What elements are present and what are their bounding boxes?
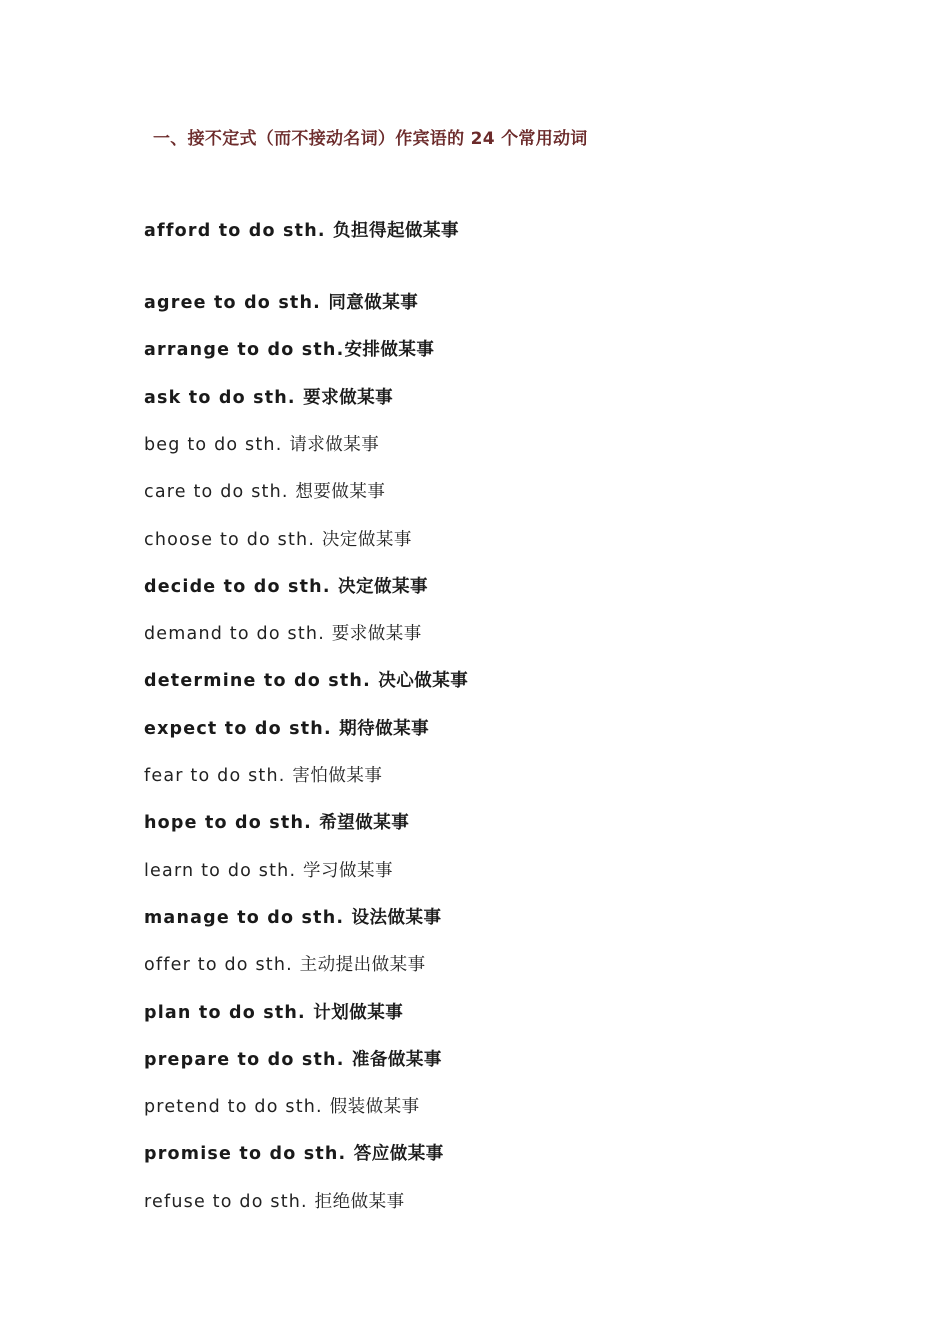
verb-entry	[144, 292, 418, 314]
verb-phrase: promise to do sth.	[144, 1144, 347, 1164]
verb-phrase: afford to do sth.	[144, 221, 326, 241]
verb-phrase: beg to do sth.	[144, 435, 283, 455]
verb-translation: 同意做某事	[328, 293, 419, 313]
verb-translation: 负担得起做某事	[333, 221, 460, 241]
verb-phrase: hope to do sth.	[144, 813, 312, 833]
verb-phrase: manage to do sth.	[144, 908, 345, 928]
verb-entry	[144, 387, 393, 409]
verb-translation: 准备做某事	[351, 1050, 442, 1070]
verb-phrase: ask to do sth.	[144, 388, 296, 408]
verb-translation: 要求做某事	[303, 388, 394, 408]
verb-phrase: refuse to do sth.	[144, 1192, 308, 1212]
verb-translation: 决心做某事	[378, 671, 469, 691]
verb-entry	[144, 1096, 420, 1118]
verb-entry	[144, 339, 434, 361]
verb-phrase: demand to do sth.	[144, 624, 325, 644]
verb-entry	[144, 576, 428, 598]
verb-translation: 设法做某事	[351, 908, 442, 928]
verb-phrase: pretend to do sth.	[144, 1097, 323, 1117]
verb-translation: 期待做某事	[339, 719, 430, 739]
verb-phrase: learn to do sth.	[144, 861, 297, 881]
verb-entry	[144, 220, 459, 242]
verb-translation: 要求做某事	[331, 624, 422, 644]
verb-entry	[144, 670, 468, 692]
verb-translation: 假装做某事	[329, 1097, 420, 1117]
verb-phrase: expect to do sth.	[144, 719, 332, 739]
verb-translation: 希望做某事	[319, 813, 410, 833]
verb-translation: 主动提出做某事	[299, 955, 426, 975]
verb-entry	[144, 1191, 405, 1213]
verb-entry	[144, 623, 422, 645]
verb-phrase: determine to do sth.	[144, 671, 371, 691]
verb-entry	[144, 434, 379, 456]
verb-entry	[144, 1143, 444, 1165]
verb-translation: 想要做某事	[295, 482, 386, 502]
verb-entry	[144, 907, 442, 929]
verb-translation: 请求做某事	[289, 435, 380, 455]
verb-phrase: care to do sth.	[144, 482, 289, 502]
verb-translation: 学习做某事	[303, 861, 394, 881]
verb-translation: 计划做某事	[313, 1003, 404, 1023]
verb-translation: 决定做某事	[337, 577, 428, 597]
verb-phrase: offer to do sth.	[144, 955, 293, 975]
verb-entry	[144, 718, 429, 740]
verb-translation: 拒绝做某事	[314, 1192, 405, 1212]
section-heading: 一、接不定式（而不接动名词）作宾语的 24 个常用动词	[153, 129, 588, 149]
verb-translation: 决定做某事	[321, 530, 412, 550]
verb-translation: 害怕做某事	[292, 766, 383, 786]
verb-entry	[144, 1002, 403, 1024]
verb-entry	[144, 529, 412, 551]
verb-entry	[144, 1049, 442, 1071]
verb-entry	[144, 954, 426, 976]
verb-phrase: plan to do sth.	[144, 1003, 306, 1023]
verb-entry	[144, 481, 385, 503]
verb-entry	[144, 860, 393, 882]
verb-phrase: decide to do sth.	[144, 577, 331, 597]
verb-phrase: agree to do sth.	[144, 293, 322, 313]
verb-translation: 答应做某事	[353, 1144, 444, 1164]
verb-phrase: choose to do sth.	[144, 530, 316, 550]
verb-translation: 安排做某事	[344, 340, 435, 360]
verb-entry	[144, 765, 382, 787]
verb-phrase: prepare to do sth.	[144, 1050, 345, 1070]
verb-phrase: fear to do sth.	[144, 766, 286, 786]
verb-entry	[144, 812, 409, 834]
verb-phrase: arrange to do sth.	[144, 340, 345, 360]
